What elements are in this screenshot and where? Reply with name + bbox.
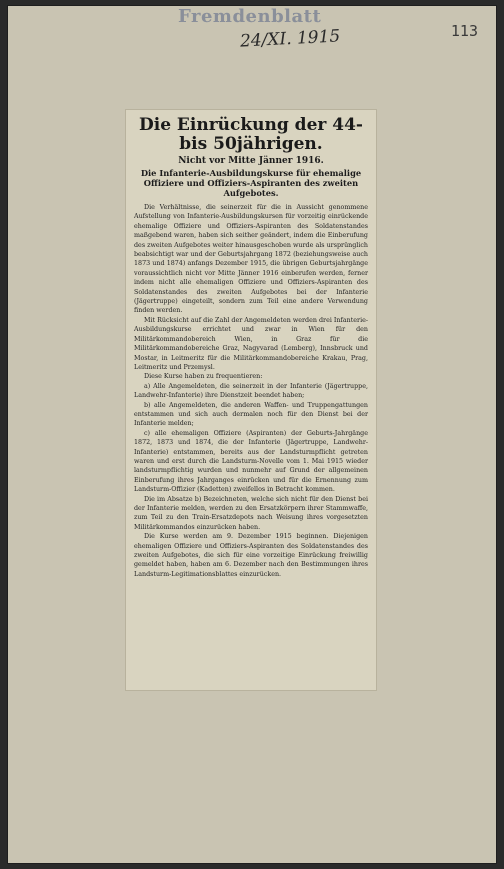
handwritten-date: 24/XI. 1915 <box>239 26 341 52</box>
newspaper-stamp: Fremdenblatt <box>178 6 322 27</box>
paragraph: Diese Kurse haben zu frequentieren: <box>144 373 263 381</box>
paragraph: a) Alle Angemeldeten, die seinerzeit in der Infanterie (Jägertruppe, Landwehr-Infanterie) ihre Dienstzeit beendet haben; <box>134 382 368 400</box>
paragraph: b) alle Angemeldeten, die anderen Waffen- und Truppengattungen entstammen und sich auch dermalen noch für den Dienst bei der Infanterie melden; <box>134 401 368 428</box>
article-heading: Die Infanterie-Ausbildungskurse für ehemalige Offiziere und Offiziers-Aspiranten des zweiten Aufgebotes. <box>140 168 362 198</box>
newspaper-clipping <box>126 110 376 690</box>
paragraph: Die Verhältnisse, die seinerzeit für die in Aussicht genommene Aufstellung von Infanterie-Ausbildungskursen für vorzeitig einrückende ehemalige Offiziere und Offiziers-Aspiranten des Soldatenstandes maßgebend waren, haben sich seither geändert, indem die Einberufung des zweiten Aufgebotes weiter hinausgeschoben wurde als ursprünglich beabsichtigt war und der Geburtsjahrgang 1872 (beziehungsweise auch 1873 und 1874) anfangs Dezember 1915, die übrigen Geburtsjahrgänge voraussichtlich nicht vor Mitte Jänner 1916 einberufen werden, ferner indem nicht alle ehemaligen Offiziere und Offiziers-Aspiranten des Soldatenstandes des zweiten Aufgebotes bei der Infanterie (Jägertruppe) eingeteilt, sondern zum Teil eine andere Verwendung finden werden. <box>134 204 368 315</box>
paragraph: Die im Absatze b) Bezeichneten, welche sich nicht für den Dienst bei der Infanterie melden, werden zu den Ersatzkörpern ihrer Stammwaffe, zum Teil zu den Train-Ersatzdepots nach Weisung ihres vorgesetzten Militärkommandos einzurücken haben. <box>134 495 368 531</box>
article-body <box>134 203 368 579</box>
article-title: Die Einrückung der 44- bis 50jährigen. <box>139 115 363 154</box>
article-subtitle: Nicht vor Mitte Jänner 1916. <box>178 156 324 166</box>
paragraph: c) alle ehemaligen Offiziere (Aspiranten) der Geburts-Jahrgänge 1872, 1873 und 1874, die der Infanterie (Jägertruppe, Landwehr-Infanterie) entstammen, bereits aus der Landsturmpflicht getreten waren und erst durch die Landsturm-Novelle vom 1. Mai 1915 wieder landsturmpflichtig wurden und nunmehr auf Grund der allgemeinen Einberufung ihres Jahrganges einrücken und für die Ernennung zum Landsturm-Offizier (Kadetten) zweifellos in Betracht kommen. <box>134 429 368 494</box>
paragraph: Die Kurse werden am 9. Dezember 1915 beginnen. Diejenigen ehemaligen Offiziere und Offiziers-Aspiranten des Soldatenstandes des zweiten Aufgebotes, die sich für eine vorzeitige Einrückung freiwillig gemeldet haben, haben am 6. Dezember nach den Bestimmungen ihres Landsturm-Legitimationsblattes einzurücken. <box>134 533 368 578</box>
page-number: 113 <box>450 22 478 40</box>
paragraph: Mit Rücksicht auf die Zahl der Angemeldeten werden drei Infanterie-Ausbildungskurse errichtet und zwar in Wien für den Militärkommandobereich Wien, in Graz für die Militärkommandobereiche Graz, Nagyvarad (Lemberg), Innsbruck und Mostar, in Leitmeritz für die Militärkommandobereiche Krakau, Prag, Leitmeritz und Przemysl. <box>134 316 368 371</box>
